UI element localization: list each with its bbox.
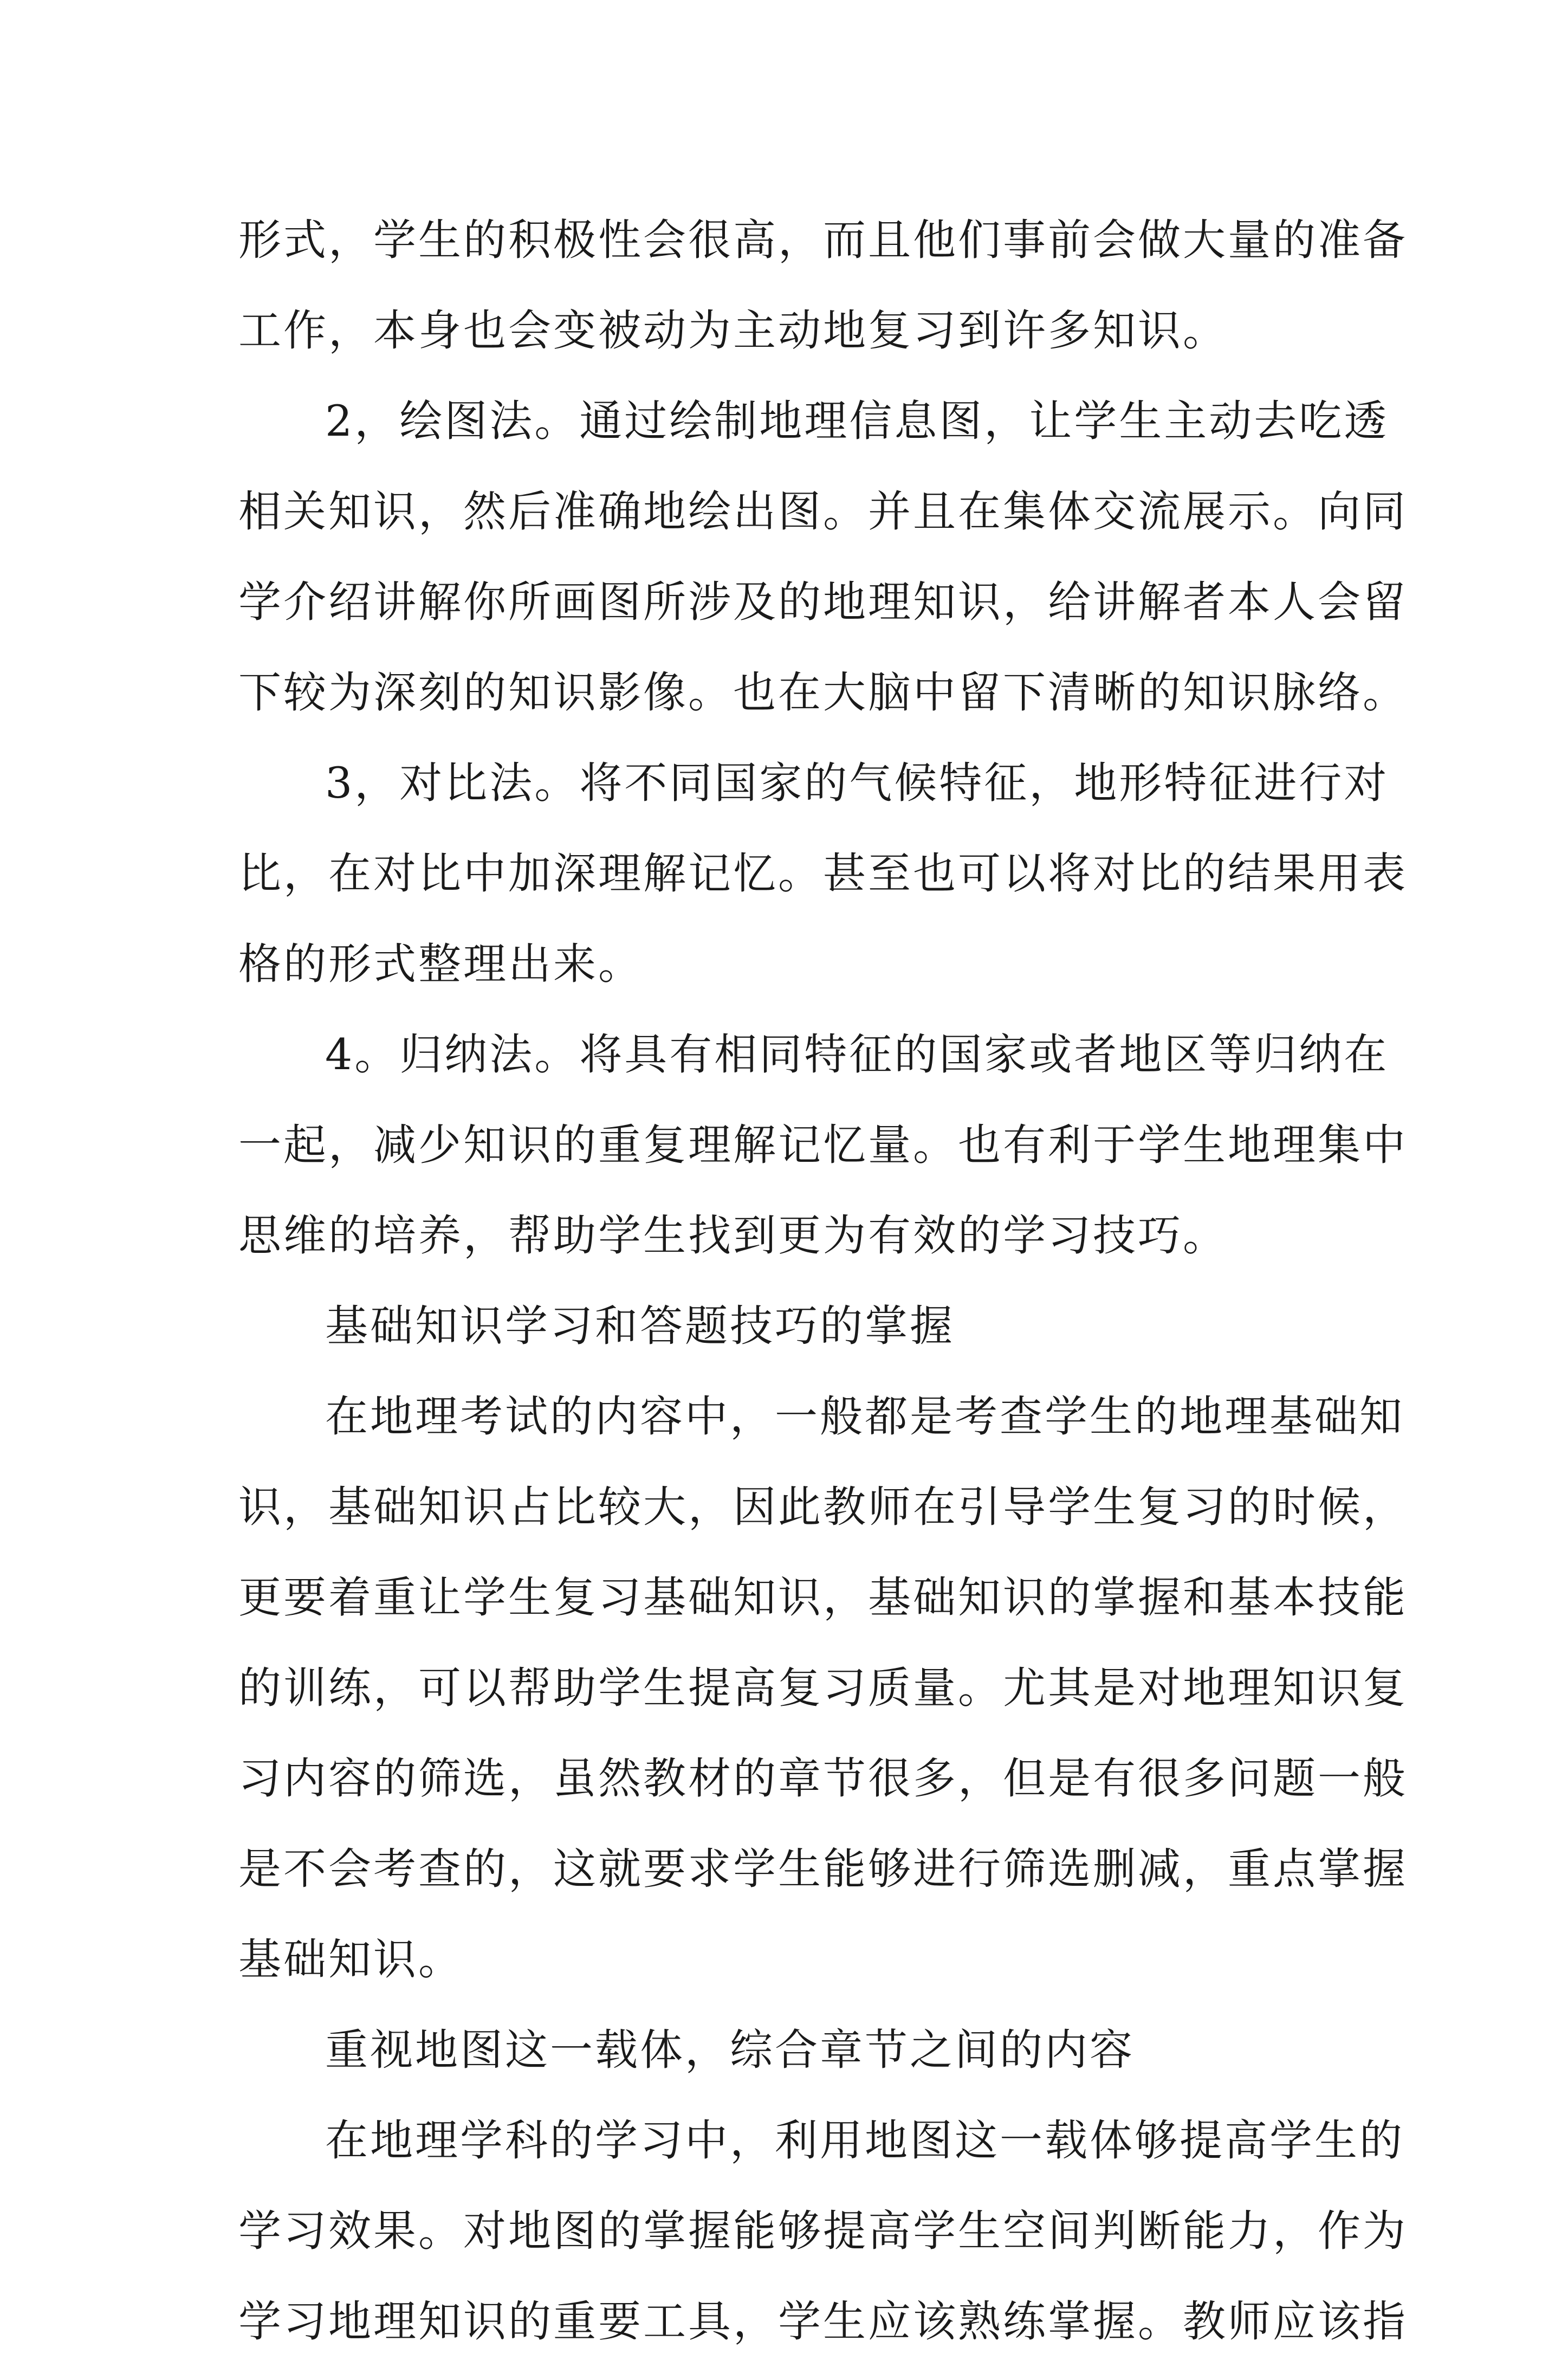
text-line: 学习地理知识的重要工具，学生应该熟练掌握。教师应该指 — [238, 2297, 1408, 2346]
text-line: 识，基础知识占比较大，因此教师在引导学生复习的时候， — [238, 1482, 1408, 1532]
text-line: 的训练，可以帮助学生提高复习质量。尤其是对地理知识复 — [238, 1663, 1408, 1713]
text-line: 下较为深刻的知识影像。也在大脑中留下清晰的知识脉络。 — [238, 668, 1408, 717]
text-line: 工作，本身也会变被动为主动地复习到许多知识。 — [238, 306, 1228, 355]
text-line: 形式，学生的积极性会很高，而且他们事前会做大量的准备 — [238, 215, 1408, 265]
text-line: 一起，减少知识的重复理解记忆量。也有利于学生地理集中 — [238, 1120, 1408, 1170]
text-line: 学习效果。对地图的掌握能够提高学生空间判断能力，作为 — [238, 2206, 1408, 2256]
text-line: 格的形式整理出来。 — [238, 939, 643, 989]
text-line: 是不会考查的，这就要求学生能够进行筛选删减，重点掌握 — [238, 1844, 1408, 1894]
text-line: 更要着重让学生复习基础知识，基础知识的掌握和基本技能 — [238, 1573, 1408, 1622]
body-text — [238, 195, 1408, 2367]
text-line: 思维的培养，帮助学生找到更为有效的学习技巧。 — [238, 1211, 1228, 1260]
text-line: 学介绍讲解你所画图所涉及的地理知识，给讲解者本人会留 — [238, 577, 1408, 627]
text-line: 在地理考试的内容中，一般都是考查学生的地理基础知 — [325, 1392, 1404, 1441]
text-line: 习内容的筛选，虽然教材的章节很多，但是有很多问题一般 — [238, 1754, 1408, 1803]
text-line: 在地理学科的学习中，利用地图这一载体够提高学生的 — [325, 2116, 1404, 2165]
text-line: 比，在对比中加深理解记忆。甚至也可以将对比的结果用表 — [238, 849, 1408, 898]
section-heading: 基础知识学习和答题技巧的掌握 — [325, 1301, 955, 1351]
text-line: 2，绘图法。通过绘制地理信息图，让学生主动去吃透 — [325, 396, 1389, 446]
text-line: 基础知识。 — [238, 1935, 463, 1984]
text-line: 4。归纳法。将具有相同特征的国家或者地区等归纳在 — [325, 1030, 1389, 1079]
text-line: 3，对比法。将不同国家的气候特征，地形特征进行对 — [325, 758, 1389, 808]
section-heading: 重视地图这一载体，综合章节之间的内容 — [325, 2025, 1135, 2075]
text-line: 相关知识，然后准确地绘出图。并且在集体交流展示。向同 — [238, 487, 1408, 536]
